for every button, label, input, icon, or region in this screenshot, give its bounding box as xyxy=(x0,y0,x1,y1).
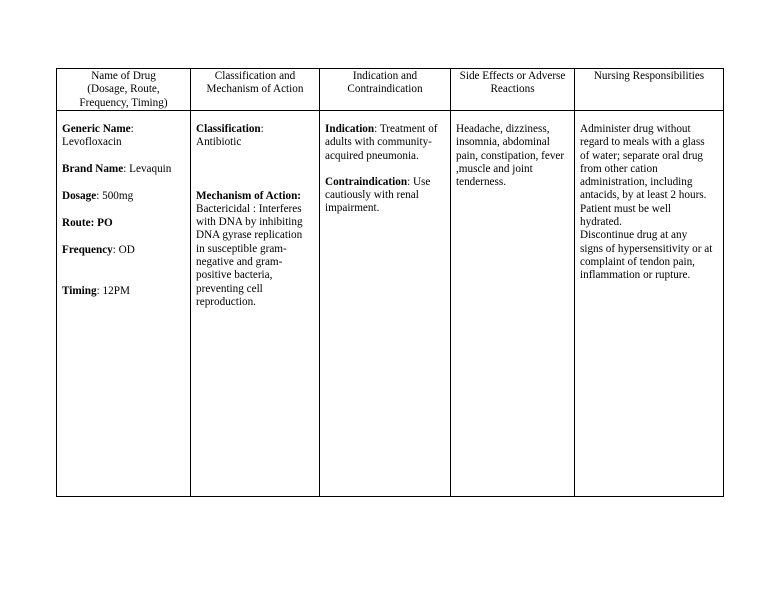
dosage: Dosage: 500mg xyxy=(62,189,134,202)
header-nursing xyxy=(575,69,724,111)
drug-study-table xyxy=(56,68,724,497)
header-drug-name xyxy=(57,69,191,111)
mechanism-text-line: in susceptible gram- xyxy=(196,242,287,255)
indication-text-line: adults with community- xyxy=(325,136,432,149)
spacer xyxy=(196,150,315,190)
brand-name: Brand Name: Levaquin xyxy=(62,162,172,175)
header-text: Side Effects or Adverse xyxy=(459,70,566,82)
mechanism-text-line: reproduction. xyxy=(196,295,256,308)
generic-name-value: Levofloxacin xyxy=(62,136,122,149)
nursing-line: Administer drug without xyxy=(580,123,691,135)
contraindication-text-line: cautiously with renal xyxy=(325,189,419,202)
nursing-line: Discontinue drug at any xyxy=(580,229,688,242)
header-indication xyxy=(320,69,451,111)
contraindication-label: Contraindication xyxy=(325,175,408,188)
frequency-label: Frequency xyxy=(62,244,113,257)
mechanism-text-line: with DNA by inhibiting xyxy=(196,216,303,229)
nursing-line: regard to meals with a glass xyxy=(580,136,705,149)
header-text: Contraindication xyxy=(347,83,423,96)
mechanism-label: Mechanism of Action: xyxy=(196,189,302,202)
generic-name: Generic Name: xyxy=(62,123,134,135)
header-text: Classification and xyxy=(214,70,296,82)
contraindication-text-line: impairment. xyxy=(325,202,380,215)
indication-cell xyxy=(320,111,451,497)
contraindication-text: : Use xyxy=(407,175,431,188)
spacer xyxy=(62,258,186,285)
timing-value: 12PM xyxy=(102,284,130,297)
indication xyxy=(325,123,446,136)
mechanism-text-line: Bactericidal : Interferes xyxy=(196,202,302,215)
timing: Timing: 12PM xyxy=(62,284,130,297)
spacer xyxy=(62,203,186,217)
side-effects-cell xyxy=(451,111,575,497)
spacer xyxy=(325,163,446,176)
nursing-line: antacids, by at least 2 hours. xyxy=(580,189,707,202)
header-side-effects xyxy=(451,69,575,111)
header-classification xyxy=(191,69,320,111)
timing-label: Timing xyxy=(62,284,97,297)
route xyxy=(62,217,186,230)
nursing-line: Patient must be well xyxy=(580,202,672,215)
classification-cell xyxy=(191,111,320,497)
frequency: Frequency: OD xyxy=(62,244,135,257)
dosage-value: 500mg xyxy=(102,189,134,202)
nursing-line: complaint of tendon pain, xyxy=(580,255,695,268)
side-effects-line: pain, constipation, fever xyxy=(456,149,565,162)
side-effects-line: tenderness. xyxy=(456,176,507,189)
header-text: Name of Drug xyxy=(91,70,156,82)
header-text: Indication and xyxy=(352,70,418,82)
mechanism-text-line: positive bacteria, xyxy=(196,269,273,282)
nursing-line: of water; separate oral drug xyxy=(580,149,704,162)
mechanism-text-line: negative and gram- xyxy=(196,256,283,269)
side-effects-line: Headache, dizziness, xyxy=(456,123,550,135)
indication-text: : Treatment of xyxy=(374,123,438,135)
nursing-line: hydrated. xyxy=(580,216,622,229)
header-text: Reactions xyxy=(490,83,535,96)
spacer xyxy=(62,230,186,244)
table-header-row xyxy=(57,69,724,111)
nursing-line: from other cation xyxy=(580,162,658,175)
classification-label: Classification xyxy=(196,123,261,135)
header-text: Nursing Responsibilities xyxy=(593,70,705,82)
nursing-line: signs of hypersensitivity or at xyxy=(580,242,713,255)
indication-label: Indication xyxy=(325,123,375,135)
drug-details-cell xyxy=(57,111,191,497)
mechanism-text-line: DNA gyrase replication xyxy=(196,229,303,242)
header-text: (Dosage, Route, xyxy=(87,83,160,96)
nursing-line: inflammation or rupture. xyxy=(580,269,691,282)
dosage-label: Dosage xyxy=(62,189,97,202)
header-text: Mechanism of Action xyxy=(206,83,304,96)
spacer xyxy=(62,176,186,190)
contraindication xyxy=(325,176,446,189)
side-effects-line: insomnia, abdominal xyxy=(456,136,550,149)
mechanism-heading xyxy=(196,190,315,203)
header-text: Frequency, Timing) xyxy=(79,96,168,109)
nursing-line: administration, including xyxy=(580,176,693,189)
classification-value: Antibiotic xyxy=(196,136,242,149)
brand-name-label: Brand Name xyxy=(62,162,124,175)
generic-name-label: Generic Name xyxy=(62,123,131,135)
frequency-value: OD xyxy=(118,244,135,257)
brand-name-value: Levaquin xyxy=(129,162,172,175)
route-label: Route: PO xyxy=(62,217,113,230)
classification: Classification: xyxy=(196,123,264,135)
mechanism-text-line: preventing cell xyxy=(196,282,263,295)
spacer xyxy=(62,150,186,163)
nursing-cell xyxy=(575,111,724,497)
table-row xyxy=(57,111,724,497)
side-effects-line: ,muscle and joint xyxy=(456,162,533,175)
indication-text-line: acquired pneumonia. xyxy=(325,149,419,162)
